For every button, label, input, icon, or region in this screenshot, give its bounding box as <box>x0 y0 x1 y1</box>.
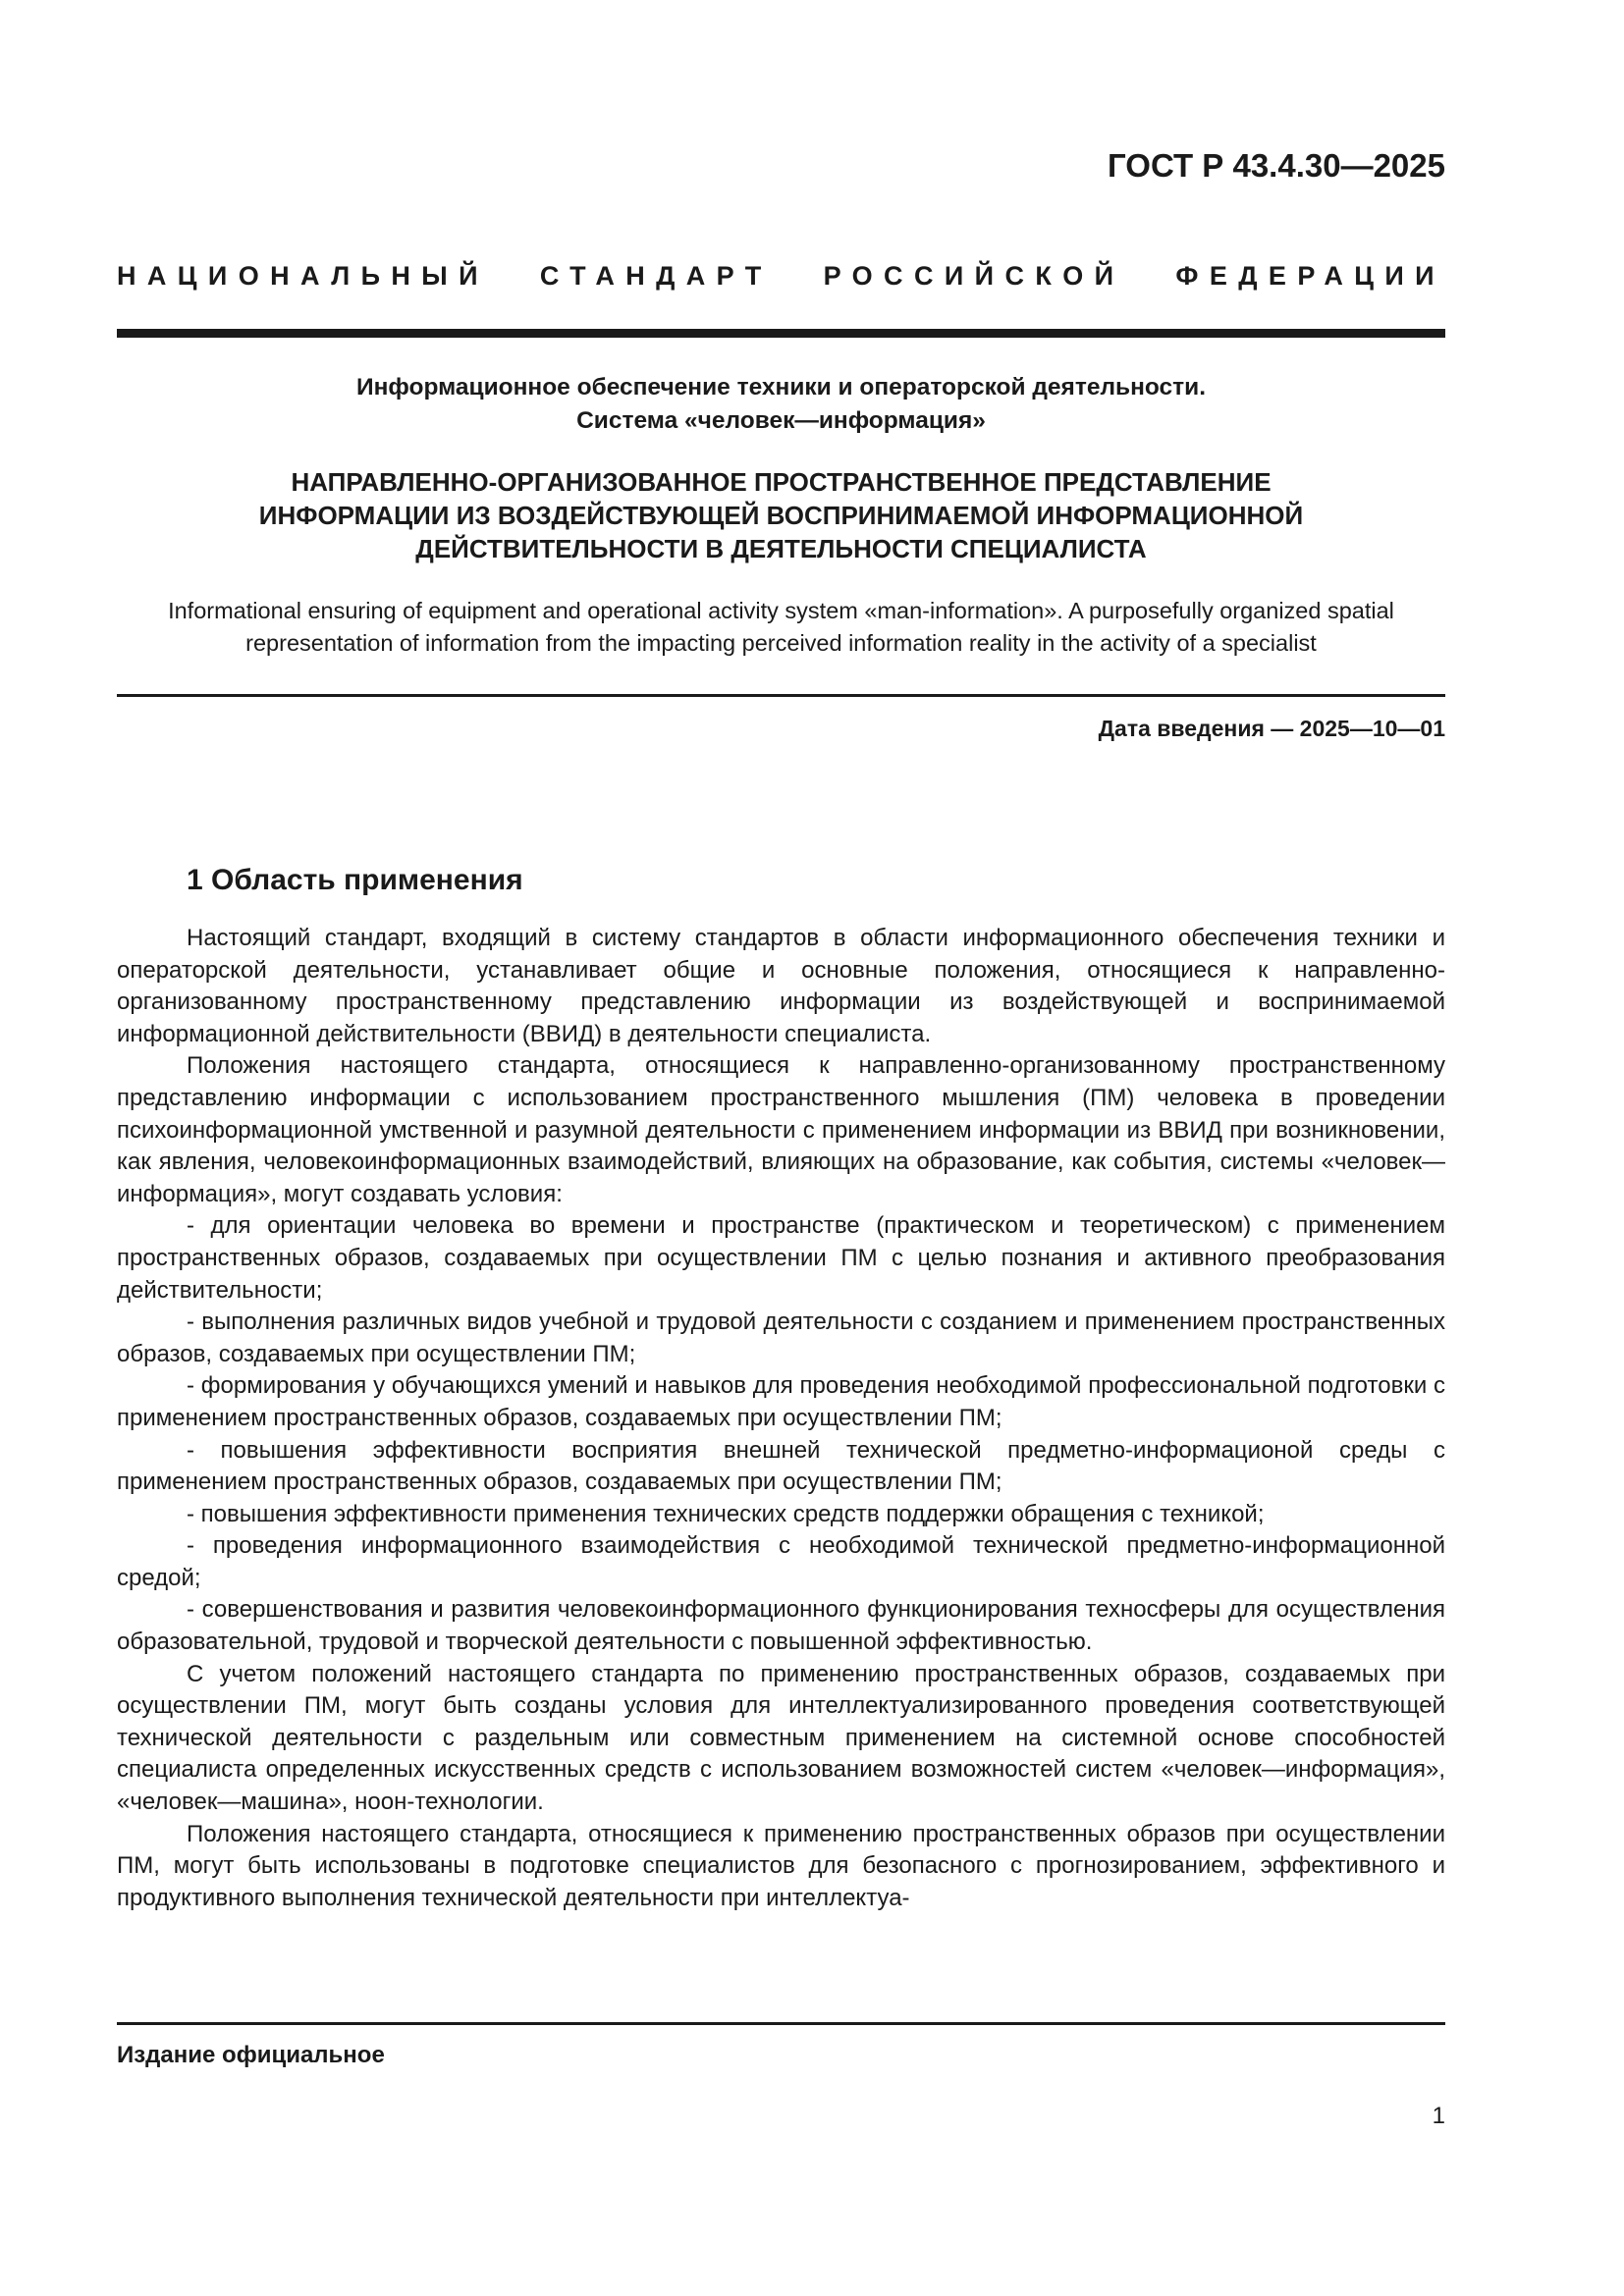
list-item: - совершенствования и развития человекоинформационного функционирования техносферы для осуществления образовательной, трудовой и творческой деятельности с повышенной эффективностью. <box>117 1596 1445 1656</box>
footer-divider <box>117 2022 1445 2025</box>
header-divider <box>117 329 1445 338</box>
introduction-date: Дата введения — 2025—10—01 <box>1098 716 1445 741</box>
national-standard-header: НАЦИОНАЛЬНЫЙ СТАНДАРТ РОССИЙСКОЙ ФЕДЕРАЦИИ <box>117 261 1445 291</box>
list-item: - выполнения различных видов учебной и трудовой деятельности с созданием и применением пространственных образов, создаваемых при осуществлении ПМ; <box>117 1308 1445 1367</box>
series-title <box>117 371 1445 438</box>
english-title <box>117 595 1445 660</box>
paragraph: Настоящий стандарт, входящий в систему стандартов в области информационного обеспечения техники и операторской деятельности, устанавливает общие и основные положения, относящиеся к направленно-организованному пространственному представлению информации из воздействующей и воспринимаемой информационной действительности (ВВИД) в деятельности специалиста. <box>117 925 1445 1047</box>
section-body <box>117 923 1445 1914</box>
list-item: - проведения информационного взаимодействия с необходимой технической предметно-информационной средой; <box>117 1532 1445 1591</box>
series-title-line-1: Информационное обеспечение техники и операторской деятельности. <box>355 374 1207 400</box>
main-title-line-2: ИНФОРМАЦИИ ИЗ ВОЗДЕЙСТВУЮЩЕЙ ВОСПРИНИМАЕМОЙ ИНФОРМАЦИОННОЙ <box>258 501 1304 530</box>
document-number: ГОСТ Р 43.4.30—2025 <box>1108 147 1445 184</box>
paragraph: С учетом положений настоящего стандарта по применению пространственных образов, создаваемых при осуществлении ПМ, могут быть созданы условия для интеллектуализированного проведения соответствующей технической деятельности с раздельным или совместным применением на системной основе способностей специалиста определенных искусственных средств с использованием возможностей систем «человек—информация», «человек—машина», ноон-технологии. <box>117 1660 1445 1816</box>
list-item: - формирования у обучающихся умений и навыков для проведения необходимой профессиональной подготовки с применением пространственных образов, создаваемых при осуществлении ПМ; <box>117 1372 1445 1431</box>
main-title <box>117 465 1445 565</box>
list-item: - повышения эффективности применения технических средств поддержки обращения с техникой; <box>187 1500 1265 1527</box>
list-item: - для ориентации человека во времени и пространстве (практическом и теоретическом) с применением пространственных образов, создаваемых при осуществлении ПМ с целью познания и активного преобразования действительности; <box>117 1212 1445 1304</box>
section-heading: 1 Область применения <box>187 864 523 896</box>
series-title-line-2: Система «человек—информация» <box>576 407 986 434</box>
list-item: - повышения эффективности восприятия внешней технической предметно-информационой среды с применением пространственных образов, создаваемых при осуществлении ПМ; <box>117 1436 1445 1496</box>
main-title-line-3: ДЕЙСТВИТЕЛЬНОСТИ В ДЕЯТЕЛЬНОСТИ СПЕЦИАЛИСТА <box>415 534 1147 563</box>
paragraph: Положения настоящего стандарта, относящиеся к применению пространственных образов при осуществлении ПМ, могут быть использованы в подготовке специалистов для безопасного с прогнозированием, эффективного и продуктивного выполнения технической деятельности при интеллектуа- <box>117 1820 1445 1911</box>
edition-label: Издание официальное <box>117 2042 385 2068</box>
paragraph: Положения настоящего стандарта, относящиеся к направленно-организованному пространственному представлению информации с использованием пространственного мышления (ПМ) человека в проведении психоинформационной умственной и разумной деятельности с применением информации из ВВИД при возникновении, как явления, человекоинформационных взаимодействий, влияющих на образование, как события, системы «человек—информация», могут создавать условия: <box>117 1052 1445 1207</box>
title-divider <box>117 694 1445 697</box>
english-title-line-2: representation of information from the impacting perceived information reality in the activity of a specialist <box>245 630 1317 656</box>
main-title-line-1: НАПРАВЛЕННО-ОРГАНИЗОВАННОЕ ПРОСТРАНСТВЕННОЕ ПРЕДСТАВЛЕНИЕ <box>291 467 1272 497</box>
english-title-line-1: Informational ensuring of equipment and operational activity system «man-information». A purposefully organized spatial <box>168 598 1394 623</box>
page-number: 1 <box>1432 2103 1445 2129</box>
